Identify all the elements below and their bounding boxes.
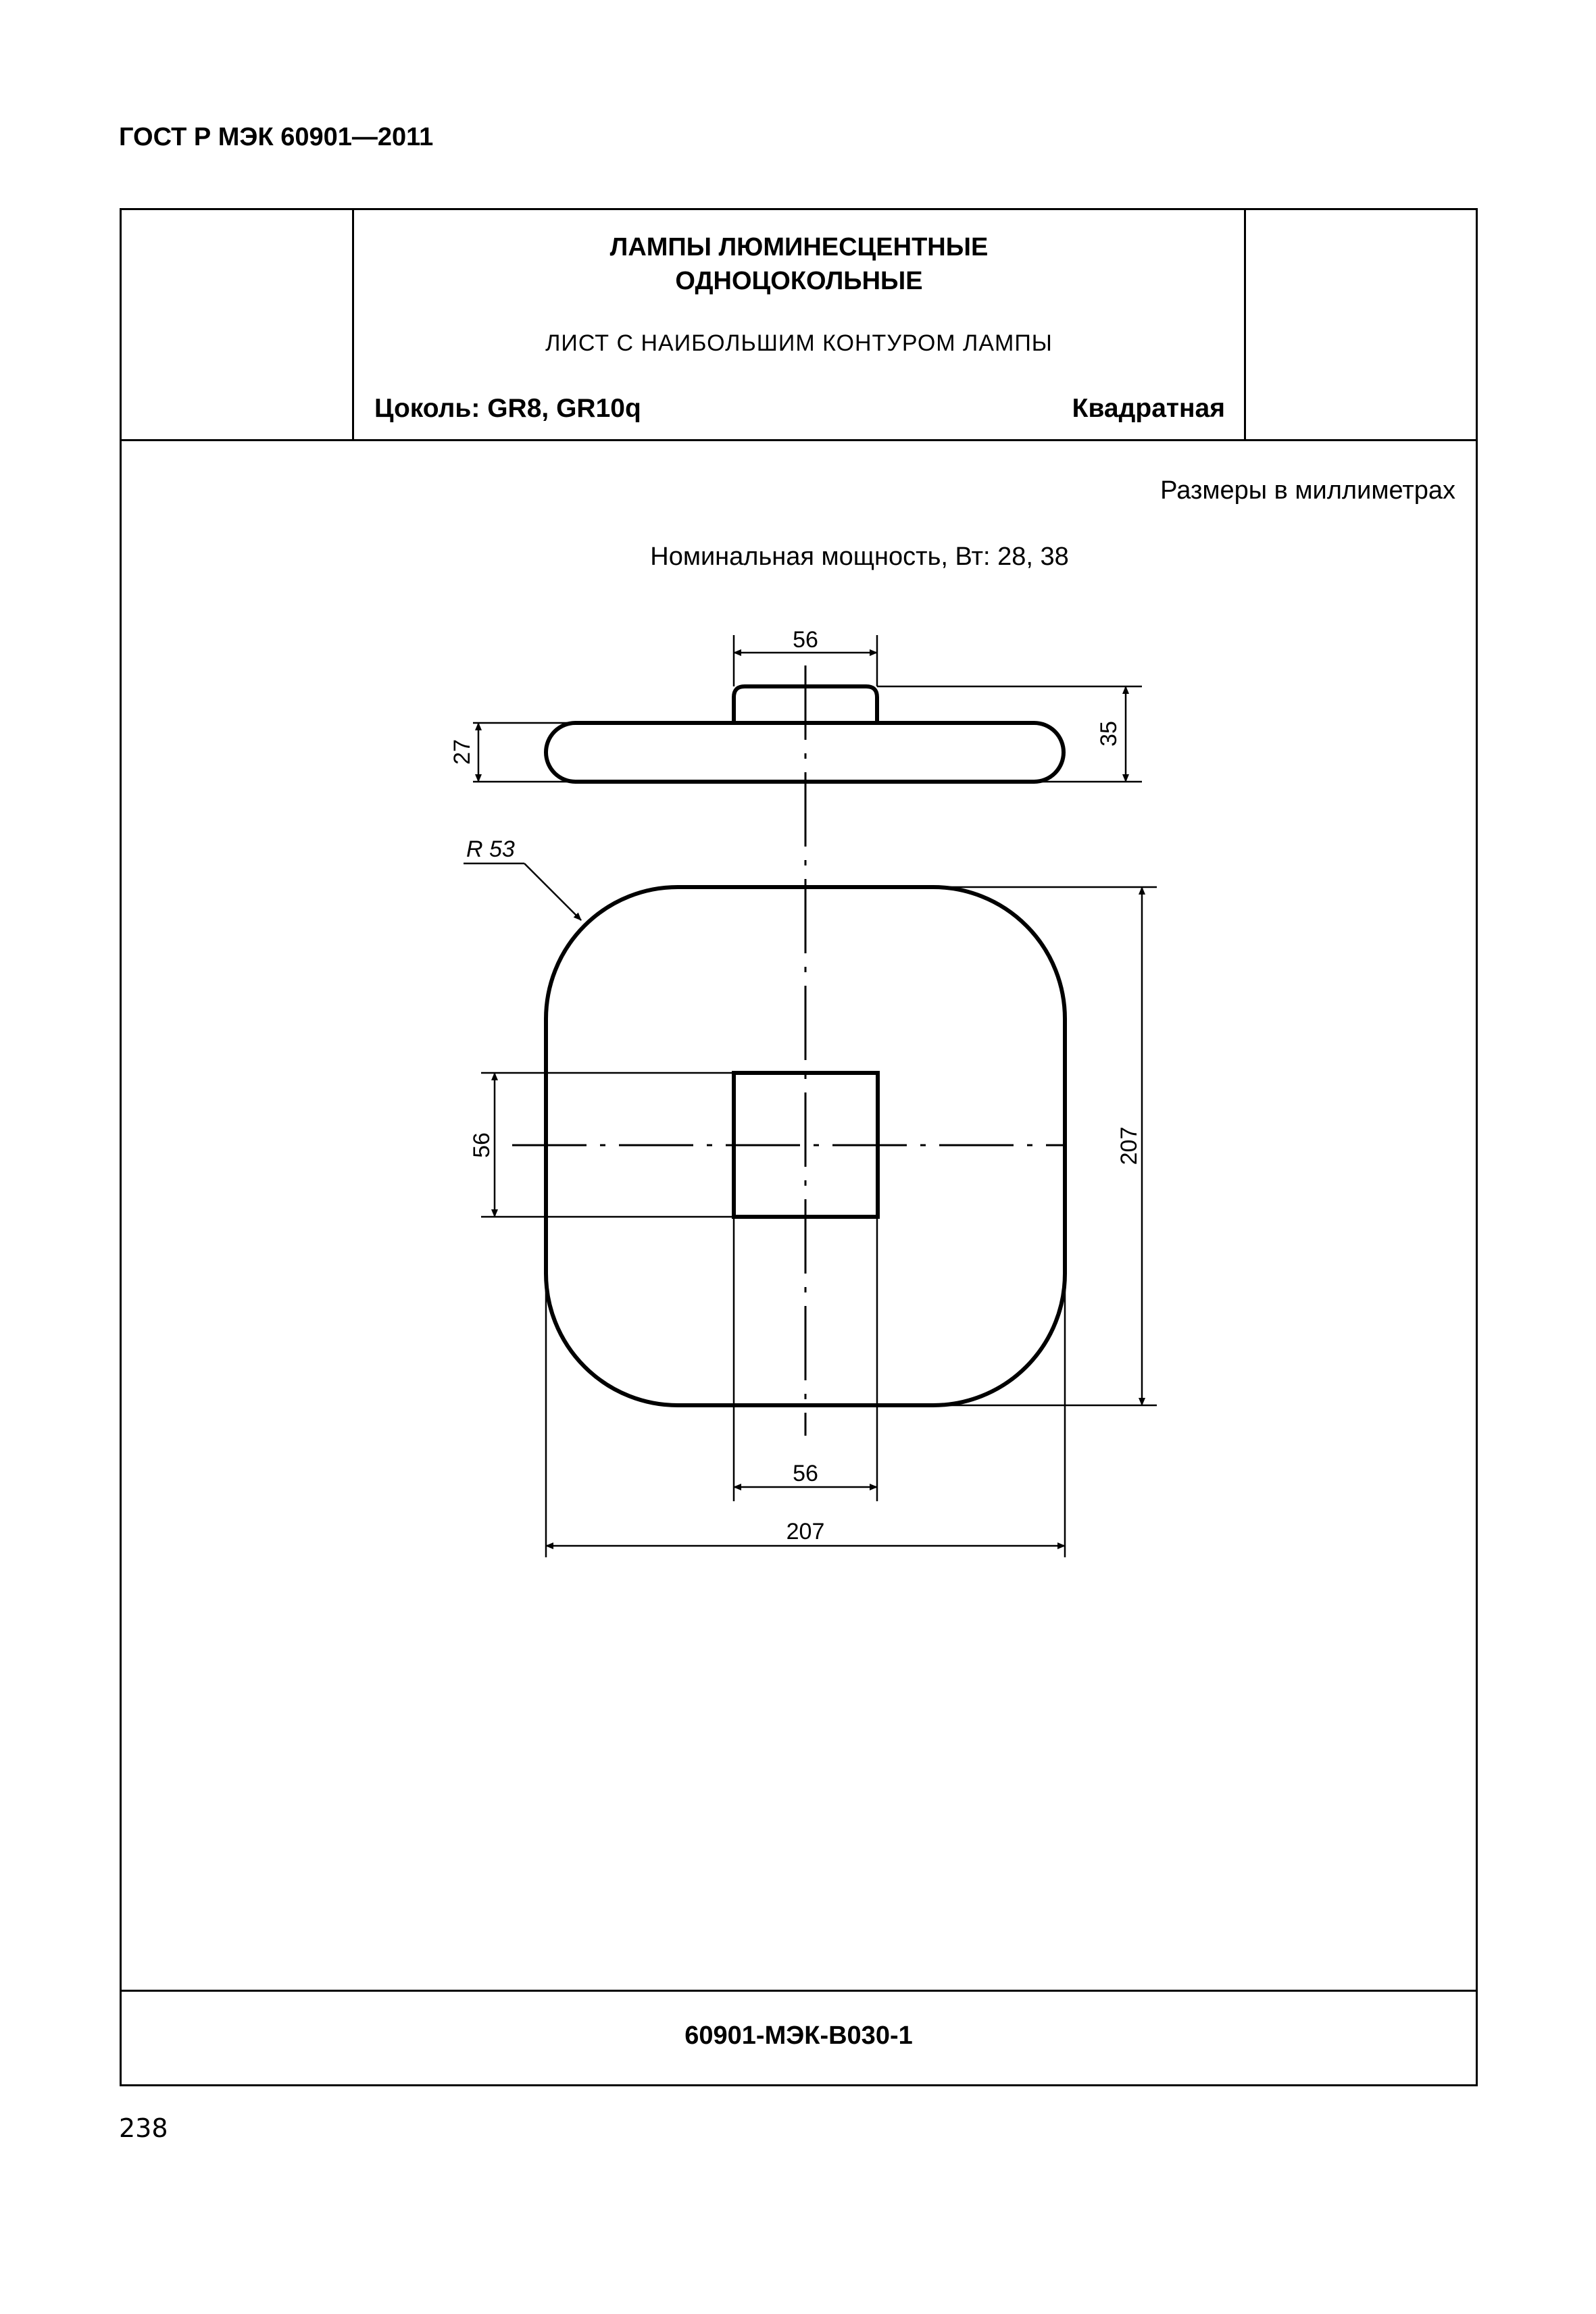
dim-tube-height: [473, 723, 574, 782]
dim-inner-square-height-label: 56: [469, 1132, 495, 1158]
radius-label: R 53: [466, 836, 515, 862]
dim-inner-square-width-label: 56: [793, 1461, 818, 1486]
dim-outer-height-label: 207: [1116, 1126, 1142, 1165]
units-note: Размеры в миллиметрах: [1160, 476, 1455, 505]
power-note: Номинальная мощность, Вт: 28, 38: [650, 543, 1069, 571]
base-type-label: Цоколь: GR8, GR10q: [374, 394, 641, 423]
radius-leader: [464, 863, 581, 920]
page-number: 238: [119, 2113, 168, 2143]
dim-total-height-label: 35: [1096, 721, 1122, 747]
sheet-title-line2: ОДНОЦОКОЛЬНЫЕ: [675, 267, 923, 295]
shape-label: Квадратная: [1072, 394, 1225, 423]
sheet-subtitle: ЛИСТ С НАИБОЛЬШИМ КОНТУРОМ ЛАМПЫ: [545, 330, 1053, 356]
standard-header: ГОСТ Р МЭК 60901—2011: [119, 123, 434, 151]
dim-top-width-label: 56: [793, 627, 818, 653]
dim-tube-height-label: 27: [449, 739, 475, 765]
sheet-title-line1: ЛАМПЫ ЛЮМИНЕСЦЕНТНЫЕ: [609, 233, 989, 261]
sheet-code: 60901-МЭК-В030-1: [684, 2021, 913, 2050]
dim-outer-width-label: 207: [786, 1519, 825, 1544]
